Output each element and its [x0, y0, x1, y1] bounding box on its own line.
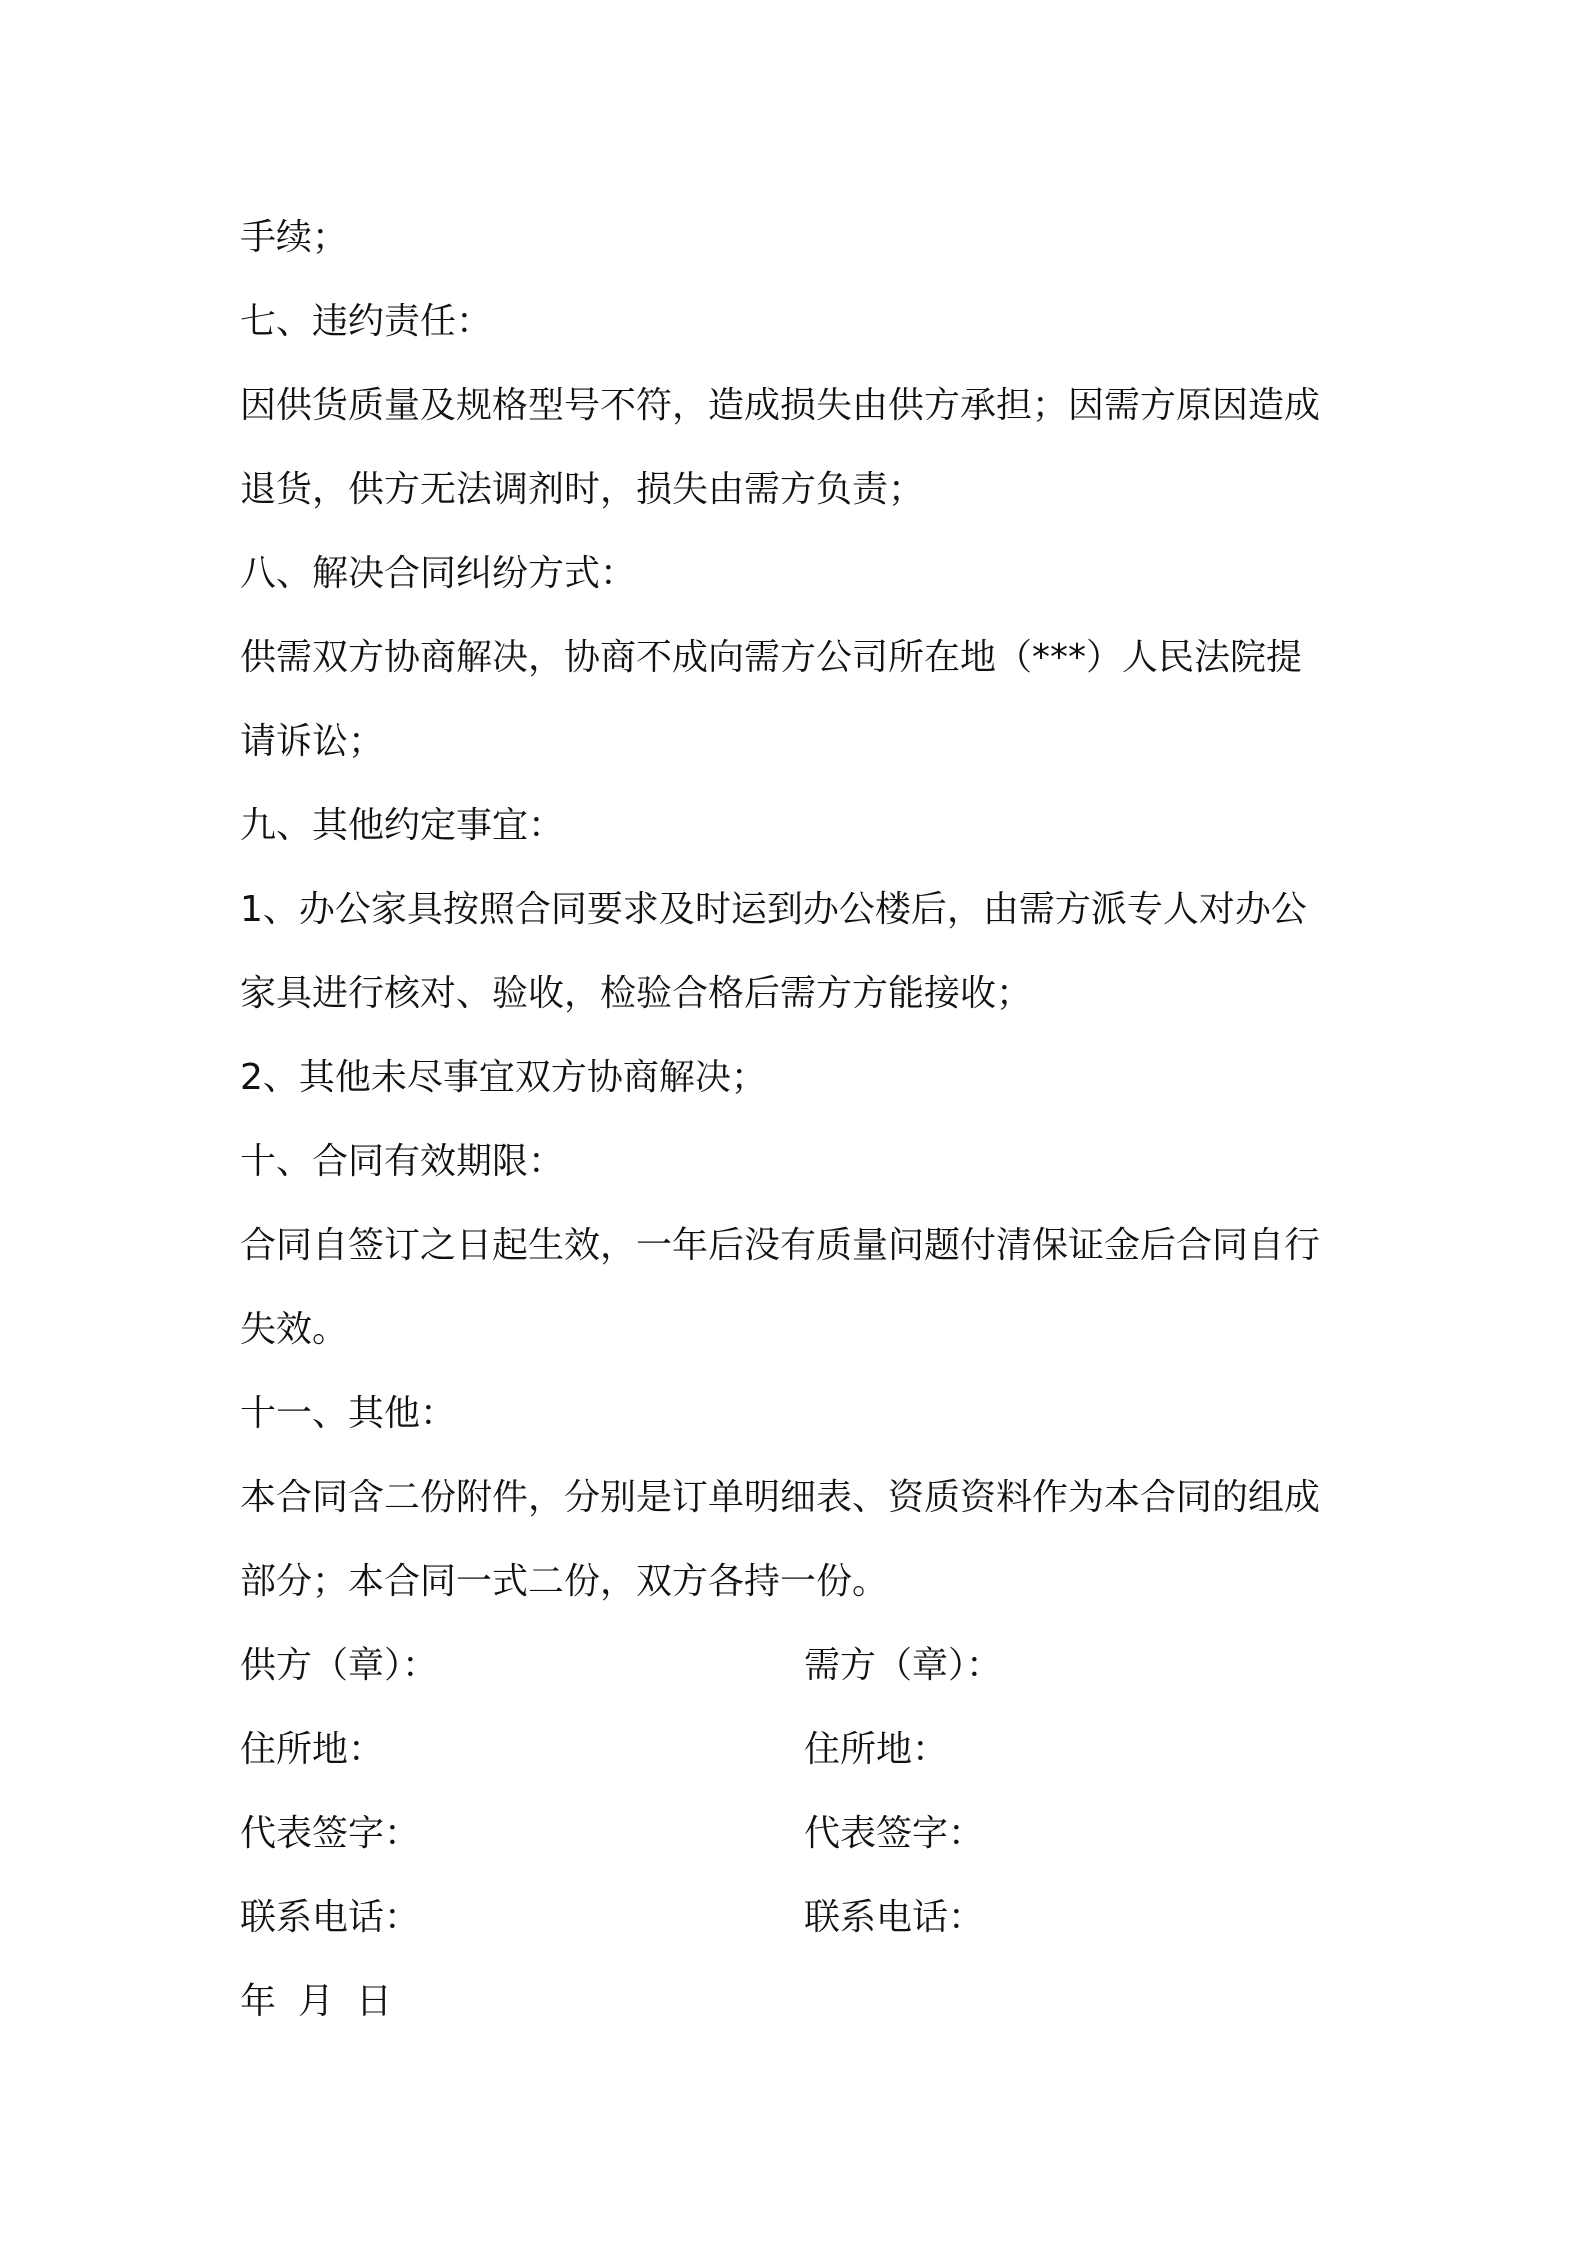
clause-line: 供需双方协商解决，协商不成向需方公司所在地（***）人民法院提 [240, 637, 1303, 678]
clause-line: 本合同含二份附件，分别是订单明细表、资质资料作为本合同的组成 [240, 1477, 1321, 1518]
clause-line: 2、其他未尽事宜双方协商解决； [240, 1057, 767, 1098]
clause-line: 家具进行核对、验收，检验合格后需方方能接收； [240, 973, 1033, 1014]
date-year: 年 [240, 1981, 277, 2022]
section-heading-dispute-resolution: 八、解决合同纠纷方式： [240, 553, 637, 594]
clause-line: 1、办公家具按照合同要求及时运到办公楼后，由需方派专人对办公 [240, 889, 1307, 930]
signature-row-address [240, 1708, 1360, 1792]
date-day: 日 [356, 1981, 393, 2022]
supplier-address-label: 住所地： [240, 1729, 385, 1770]
supplier-representative-label: 代表签字： [240, 1813, 421, 1854]
clause-line: 因供货质量及规格型号不符，造成损失由供方承担；因需方原因造成 [240, 385, 1321, 426]
signature-row-seal [240, 1624, 1360, 1708]
supplier-phone-label: 联系电话： [240, 1897, 421, 1938]
buyer-address-label: 住所地： [804, 1729, 949, 1770]
clause-line: 失效。 [240, 1309, 349, 1350]
section-heading-miscellaneous: 十一、其他： [240, 1393, 457, 1434]
signature-row-phone [240, 1876, 1360, 1960]
buyer-phone-label: 联系电话： [804, 1897, 985, 1938]
buyer-seal-label: 需方（章）： [804, 1645, 1003, 1686]
date-month: 月 [298, 1981, 335, 2022]
clause-line: 合同自签订之日起生效，一年后没有质量问题付清保证金后合同自行 [240, 1225, 1321, 1266]
section-heading-breach-liability: 七、违约责任： [240, 301, 493, 342]
date-line [240, 1960, 1360, 2044]
clause-line: 手续； [240, 217, 349, 258]
signature-block [240, 1624, 1360, 1960]
clause-line: 退货，供方无法调剂时，损失由需方负责； [240, 469, 925, 510]
signature-row-representative [240, 1792, 1360, 1876]
clause-line: 请诉讼； [240, 721, 385, 762]
supplier-seal-label: 供方（章）： [240, 1645, 439, 1686]
section-heading-validity-period: 十、合同有效期限： [240, 1141, 565, 1182]
contract-body [240, 196, 1360, 2044]
buyer-representative-label: 代表签字： [804, 1813, 985, 1854]
clause-line: 部分；本合同一式二份，双方各持一份。 [240, 1561, 889, 1602]
section-heading-other-agreements: 九、其他约定事宜： [240, 805, 565, 846]
